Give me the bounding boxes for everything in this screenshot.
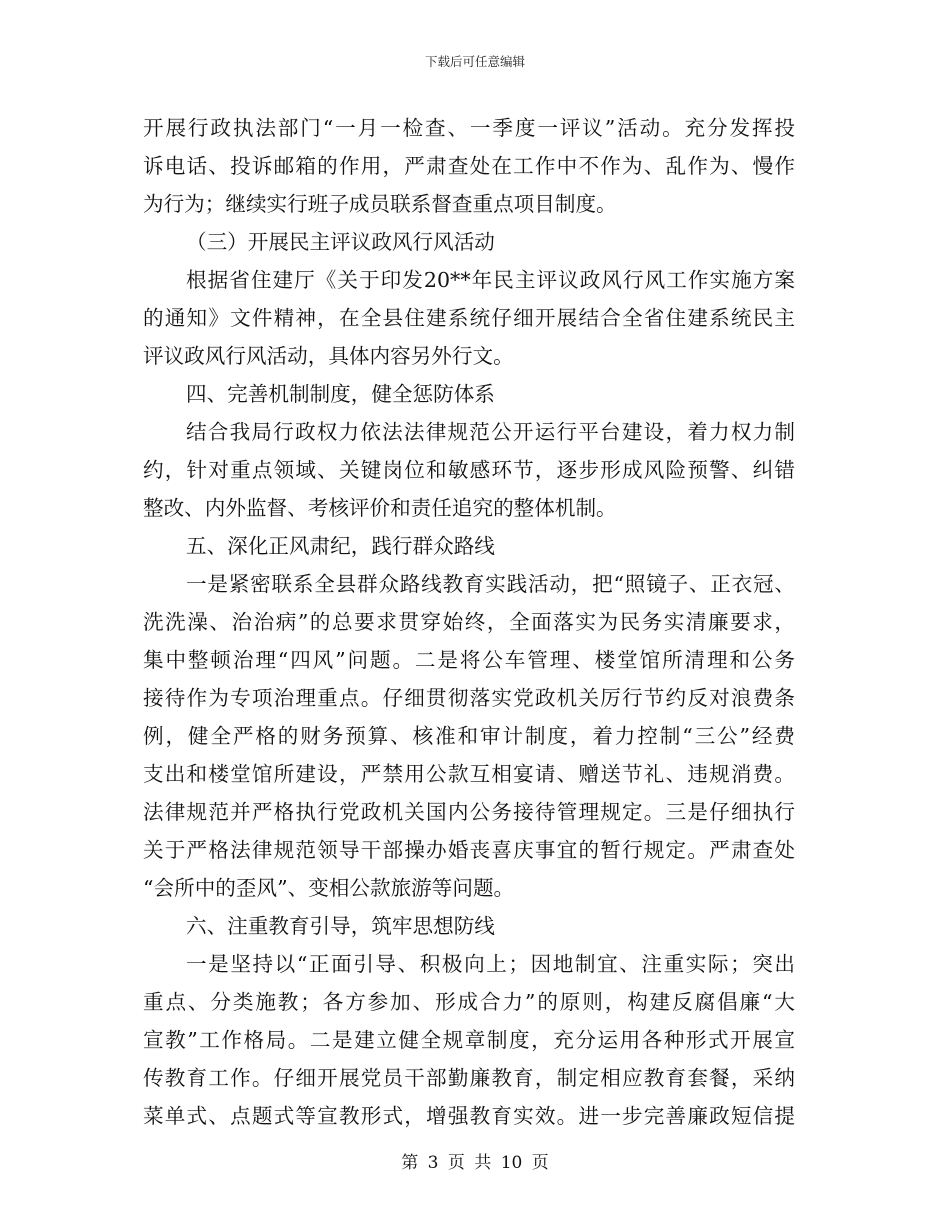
paragraph [143, 261, 795, 375]
body-line: 洗洗澡、治治病”的总要求贯穿始终，全面落实为民务实清廉要求， [143, 610, 795, 634]
body-line: 重点、分类施教；各方参加、形成合力”的原则，构建反腐倡廉“大 [143, 990, 795, 1014]
body-line: 菜单式、点题式等宣教形式，增强教育实效。进一步完善廉政短信提 [143, 1104, 795, 1128]
paragraph [143, 413, 795, 527]
section-heading-text: 六、注重教育引导，筑牢思想防线 [186, 914, 495, 938]
paragraph [143, 945, 795, 1135]
page-number-footer: 第 3 页 共 10 页 [401, 1153, 549, 1173]
paragraph [143, 565, 795, 907]
section-heading-text: 五、深化正风肃纪，践行群众路线 [186, 534, 495, 558]
section-heading-text: 四、完善机制制度，健全惩防体系 [186, 382, 495, 406]
section-heading-text: （三）开展民主评议政风行风活动 [186, 230, 495, 254]
page-header-note: 下载后可任意编辑 [424, 54, 525, 69]
body-line: 诉电话、投诉邮箱的作用，严肃查处在工作中不作为、乱作为、慢作 [143, 154, 795, 178]
body-line: 例，健全严格的财务预算、核准和审计制度，着力控制“三公”经费 [143, 724, 795, 748]
body-line: 宣教”工作格局。二是建立健全规章制度，充分运用各种形式开展宣 [143, 1028, 795, 1052]
body-line: “会所中的歪风”、变相公款旅游等问题。 [143, 876, 515, 900]
body-line: 约，针对重点领域、关键岗位和敏感环节，逐步形成风险预警、纠错 [143, 458, 795, 482]
body-line: 接待作为专项治理重点。仔细贯彻落实党政机关厉行节约反对浪费条 [143, 686, 795, 710]
body-line: 结合我局行政权力依法法律规范公开运行平台建设，着力权力制 [186, 420, 795, 444]
body-line: 支出和楼堂馆所建设，严禁用公款互相宴请、赠送节礼、违规消费。 [143, 762, 795, 786]
section-heading [143, 223, 795, 261]
body-line: 根据省住建厅《关于印发20**年民主评议政风行风工作实施方案 [186, 268, 795, 292]
body-line: 一是坚持以“正面引导、积极向上；因地制宜、注重实际；突出 [186, 952, 795, 976]
document-body [143, 109, 795, 1135]
body-line: 开展行政执法部门“一月一检查、一季度一评议”活动。充分发挥投 [143, 116, 795, 140]
body-line: 评议政风行风活动，具体内容另外行文。 [143, 344, 514, 368]
section-heading [143, 907, 795, 945]
body-line: 法律规范并严格执行党政机关国内公务接待管理规定。三是仔细执行 [143, 800, 795, 824]
section-heading [143, 527, 795, 565]
paragraph [143, 109, 795, 223]
body-line: 为行为；继续实行班子成员联系督查重点项目制度。 [143, 192, 617, 216]
body-line: 整改、内外监督、考核评价和责任追究的整体机制。 [143, 496, 617, 520]
body-line: 一是紧密联系全县群众路线教育实践活动，把“照镜子、正衣冠、 [186, 572, 795, 596]
section-heading [143, 375, 795, 413]
body-line: 集中整顿治理“四风”问题。二是将公车管理、楼堂馆所清理和公务 [143, 648, 795, 672]
body-line: 的通知》文件精神，在全县住建系统仔细开展结合全省住建系统民主 [143, 306, 795, 330]
body-line: 传教育工作。仔细开展党员干部勤廉教育，制定相应教育套餐，采纳 [143, 1066, 795, 1090]
body-line: 关于严格法律规范领导干部操办婚丧喜庆事宜的暂行规定。严肃查处 [143, 838, 795, 862]
